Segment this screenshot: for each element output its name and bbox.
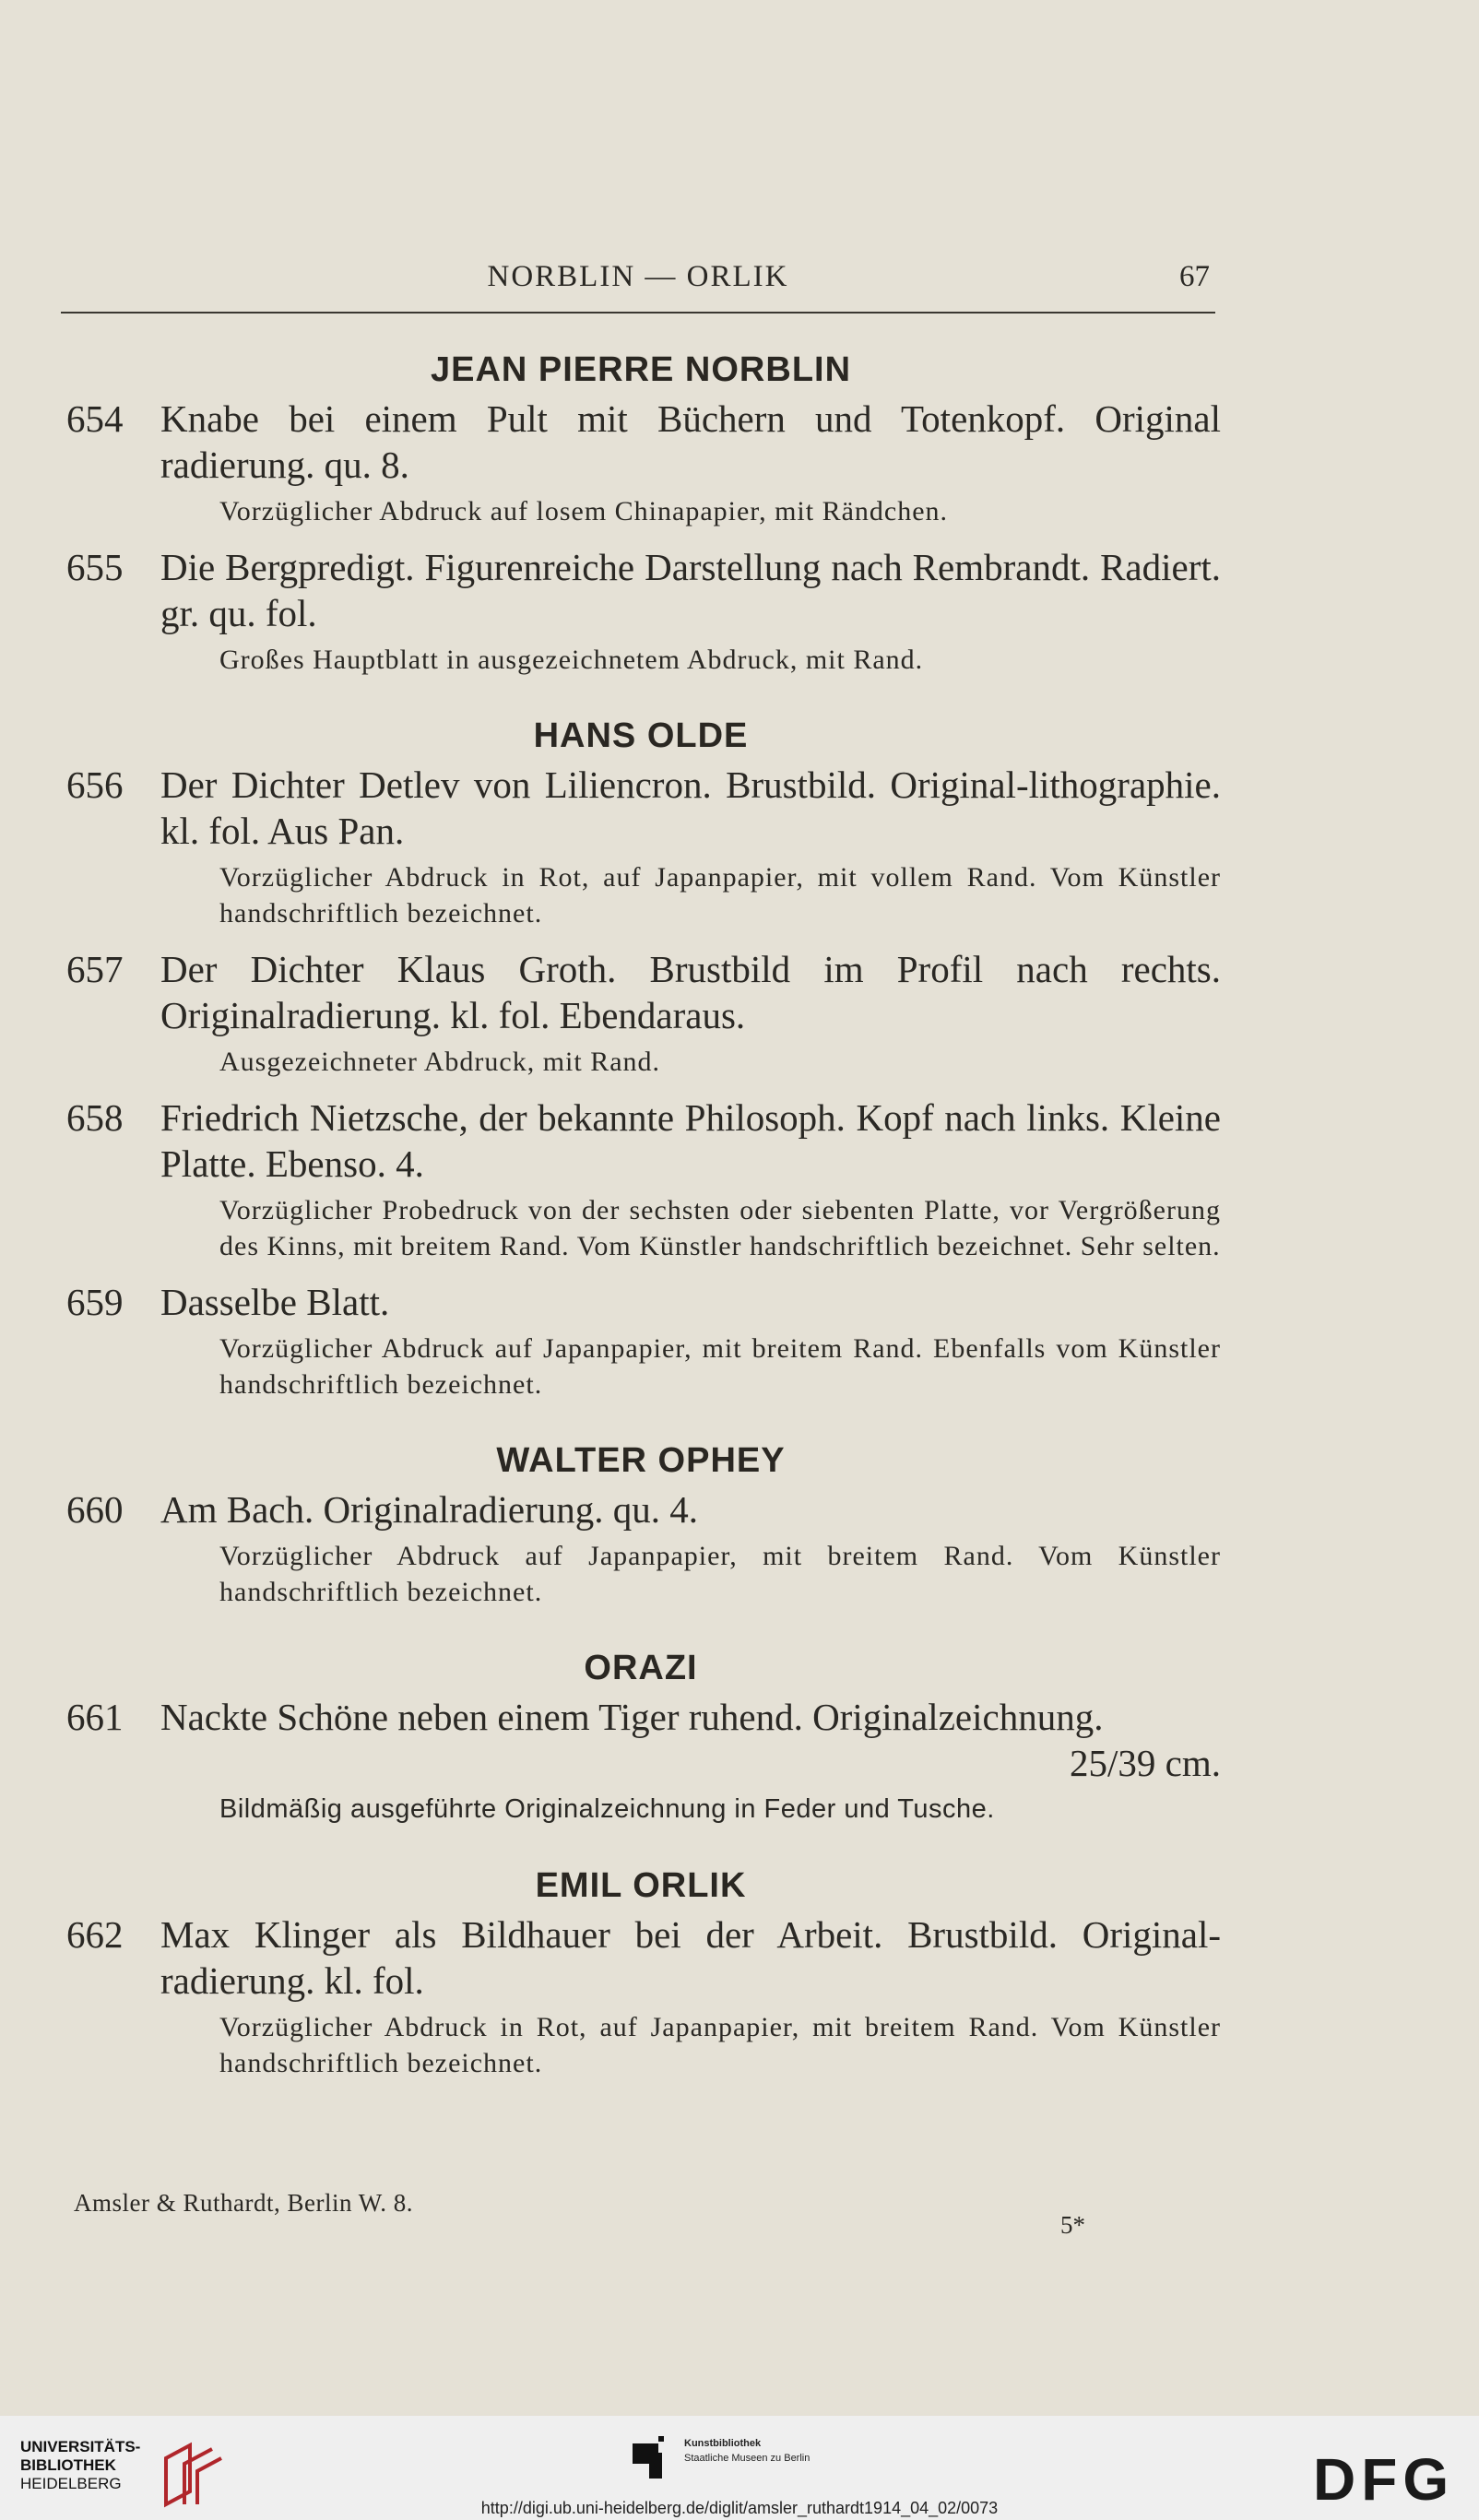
lot-note: Bildmäßig ausgeführte Originalzeichnung in Feder und Tusche. [219,1794,995,1824]
lot-entry [61,1911,1221,2081]
lot-note: Ausgezeichneter Abdruck, mit Rand. [219,1047,661,1077]
lot-title: Nackte Schöne neben einem Tiger ruhend. Originalzeichnung. [160,1696,1104,1738]
lot-note: Vorzüglicher Abdruck auf losem Chinapapier, mit Rändchen. [219,496,949,526]
lot-title-block [160,1694,1221,1786]
lot-number: 661 [66,1696,124,1738]
sheet-signature: 5* [1060,2211,1085,2239]
dfg-logo[interactable]: DFG [1313,2446,1455,2513]
kunstbibliothek-text [684,2436,810,2466]
lot-title: Die Bergpredigt. Figurenreiche Darstellung nach Rembrandt. Radiert. gr. qu. fol. [160,546,1221,634]
lot-number: 655 [66,546,124,588]
page-number: 67 [1179,260,1210,293]
header-title: NORBLIN — ORLIK [487,260,789,293]
lot-number: 656 [66,763,124,806]
kunstbibliothek-logo[interactable] [633,2434,835,2486]
lot-number: 660 [66,1488,124,1531]
kb-line-2: Staatliche Museen zu Berlin [684,2453,810,2464]
kunstbibliothek-emblem-icon [633,2436,673,2479]
lot-number: 658 [66,1096,124,1139]
lot-entry [61,946,1221,1080]
lot-note: Vorzüglicher Probedruck von der sechsten oder siebenten Platte, vor Vergrößerung des Kinns, mit breitem Rand. Vom Künstler handschriftlich bezeichnet. Sehr selten. [219,1195,1221,1261]
lot-number: 657 [66,948,124,990]
artist-heading: JEAN PIERRE NORBLIN [430,350,852,389]
publisher-imprint: Amsler & Ruthardt, Berlin W. 8. [74,2189,413,2217]
ub-line-2: BIBLIOTHEK [20,2456,116,2474]
lot-dimensions: 25/39 cm. [1070,1742,1221,1784]
ub-logo-text [20,2438,140,2493]
lot-number: 654 [66,397,124,440]
lot-number: 662 [66,1913,124,1956]
artist-heading: HANS OLDE [533,716,749,755]
lot-entry [61,1279,1221,1402]
lot-note: Vorzüglicher Abdruck in Rot, auf Japanpapier, mit vollem Rand. Vom Künstler handschriftlich bezeichnet. [219,862,1221,929]
lot-title: Knabe bei einem Pult mit Büchern und Totenkopf. Original radierung. qu. 8. [160,397,1221,486]
lot-title: Der Dichter Klaus Groth. Brustbild im Profil nach rechts. Originalradierung. kl. fol. Ebendaraus. [160,948,1221,1036]
lot-title: Max Klinger als Bildhauer bei der Arbeit. Brustbild. Original-radierung. kl. fol. [160,1913,1221,2002]
permalink-url[interactable]: http://digi.ub.uni-heidelberg.de/diglit/amsler_ruthardt1914_04_02/0073 [480,2499,999,2517]
lot-title: Am Bach. Originalradierung. qu. 4. [160,1488,698,1531]
lot-note: Vorzüglicher Abdruck in Rot, auf Japanpapier, mit breitem Rand. Vom Künstler handschriftlich bezeichnet. [219,2012,1221,2078]
lot-title: Der Dichter Detlev von Liliencron. Brustbild. Original-lithographie. kl. fol. Aus Pan. [160,763,1221,852]
lot-note: Vorzüglicher Abdruck auf Japanpapier, mit breitem Rand. Vom Künstler handschriftlich bezeichnet. [219,1541,1221,1607]
lot-entry [61,1486,1221,1610]
lot-entry [61,762,1221,931]
catalog-content [61,350,1221,2081]
lot-number: 659 [66,1281,124,1323]
lot-title: Dasselbe Blatt. [160,1281,390,1323]
ub-line-3: HEIDELBERG [20,2475,122,2492]
running-header [61,254,1215,314]
artist-heading: WALTER OPHEY [496,1441,786,1480]
artist-heading: ORAZI [584,1649,698,1687]
kb-line-1: Kunstbibliothek [684,2438,762,2449]
lot-entry [61,396,1221,529]
lot-note: Vorzüglicher Abdruck auf Japanpapier, mit breitem Rand. Ebenfalls vom Künstler handschriftlich bezeichnet. [219,1333,1221,1400]
library-bar [0,2416,1479,2520]
lot-note: Großes Hauptblatt in ausgezeichnetem Abdruck, mit Rand. [219,645,924,675]
lot-entry [61,1694,1221,1828]
lot-entry [61,544,1221,678]
lot-title: Friedrich Nietzsche, der bekannte Philosoph. Kopf nach links. Kleine Platte. Ebenso. 4. [160,1096,1221,1185]
lot-entry [61,1094,1221,1264]
artist-heading: EMIL ORLIK [535,1866,747,1905]
ub-line-1: UNIVERSITÄTS- [20,2438,141,2455]
